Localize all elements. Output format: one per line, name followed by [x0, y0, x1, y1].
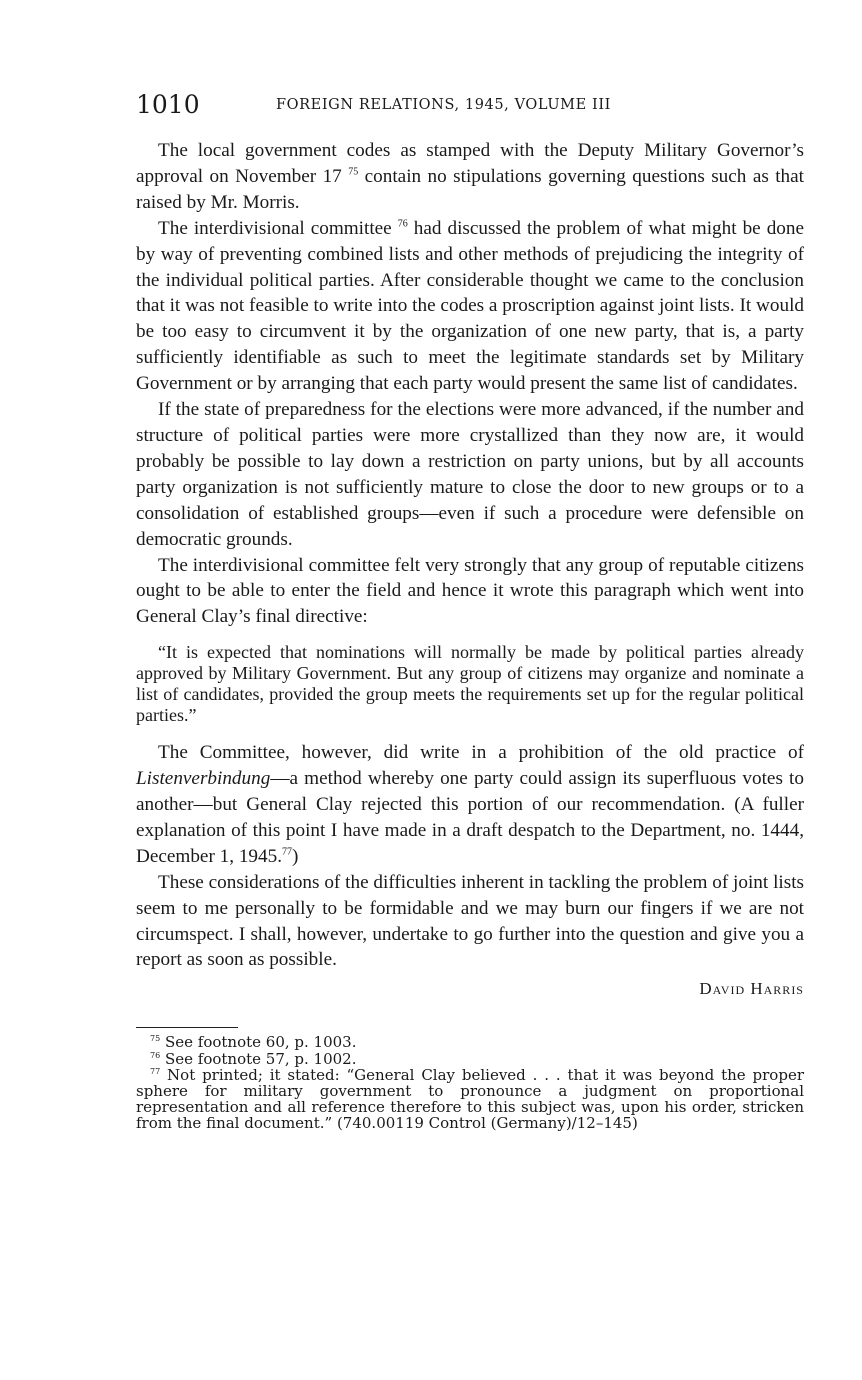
running-head: FOREIGN RELATIONS, 1945, VOLUME III	[276, 97, 611, 113]
footnote-ref-75[interactable]: 75	[348, 166, 359, 178]
paragraph-6: These considerations of the difficulties inherent in tackling the problem of joint lists seem to me personally to be formidable and we may burn our fingers if we are not circumspect. I shall, however, undertake to go further into the question and give you a report as soon as possible.	[136, 871, 804, 971]
page-header	[136, 90, 804, 124]
footnote-ref-77[interactable]: 77	[282, 846, 292, 858]
footnote-ref-76[interactable]: 76	[397, 218, 408, 230]
paragraph-3: If the state of preparedness for the elections were more advanced, if the number and structure of political parties were more crystallized than they now are, it would probably be possible to lay down a restriction on party unions, but by all accounts party organization is not sufficiently mature to close the door to new groups or to a consolidation of established groups—even if such a procedure were defensible on democratic grounds.	[136, 399, 804, 550]
signature: David Harris	[699, 979, 804, 999]
paragraph-5: The Committee, however, did write in a prohibition of the old practice of Listenverbindung—a method whereby one party could assign its superfluous votes to another—but General Clay rejected this portion of our recommendation. (A fuller explanation of this point I have made in a draft despatch to the Department, no. 1444, December 1, 1945.77)	[136, 742, 804, 867]
document-page	[136, 90, 804, 1132]
footnote-divider	[136, 1027, 238, 1028]
paragraph-4: The interdivisional committee felt very strongly that any group of reputable citizens ought to be able to enter the field and hence it wrote this paragraph which went into General Clay’s final directive:	[136, 554, 804, 628]
page-number: 1010	[136, 90, 200, 119]
footnote-75: $^{75}$ See footnote 60, p. 1003.	[150, 1033, 357, 1052]
footnote-76: $^{76}$ See footnote 57, p. 1002.	[150, 1049, 357, 1068]
block-quote: “It is expected that nominations will normally be made by political parties already approved by Military Government. But any group of citizens may organize and nominate a list of candidates, provided the group meets the requirements set up for the regular political parties.”	[136, 642, 804, 726]
footnote-77: $^{77}$ Not printed; it stated: “General Clay believed . . . that it was beyond the proper sphere for military government to pronounce a judgment on proportional representation and all reference therefore to this subject was, upon his order, stricken from the final document.” (740.00119 Control (Germany)/12–145)	[136, 1065, 804, 1133]
paragraph-1: The local government codes as stamped with the Deputy Military Governor’s approval on November 17 $^{75}$ contain no stipulations governing questions such as that raised by Mr. Morris.	[136, 140, 805, 213]
term-listenverbindung: Listenverbindung	[136, 768, 271, 790]
paragraph-2: The interdivisional committee $^{76}$ had discussed the problem of what might be done by way of preventing combined lists and other methods of prejudicing the integrity of the individual political parties. After considerable thought we came to the conclusion that it was not feasible to write into the codes a proscription against joint lists. It would be too easy to circumvent it by the organization of one new party, that is, a party sufficiently identifiable as such to meet the legitimate standards set by Military Government or by arranging that each party would present the same list of candidates.	[136, 217, 804, 395]
